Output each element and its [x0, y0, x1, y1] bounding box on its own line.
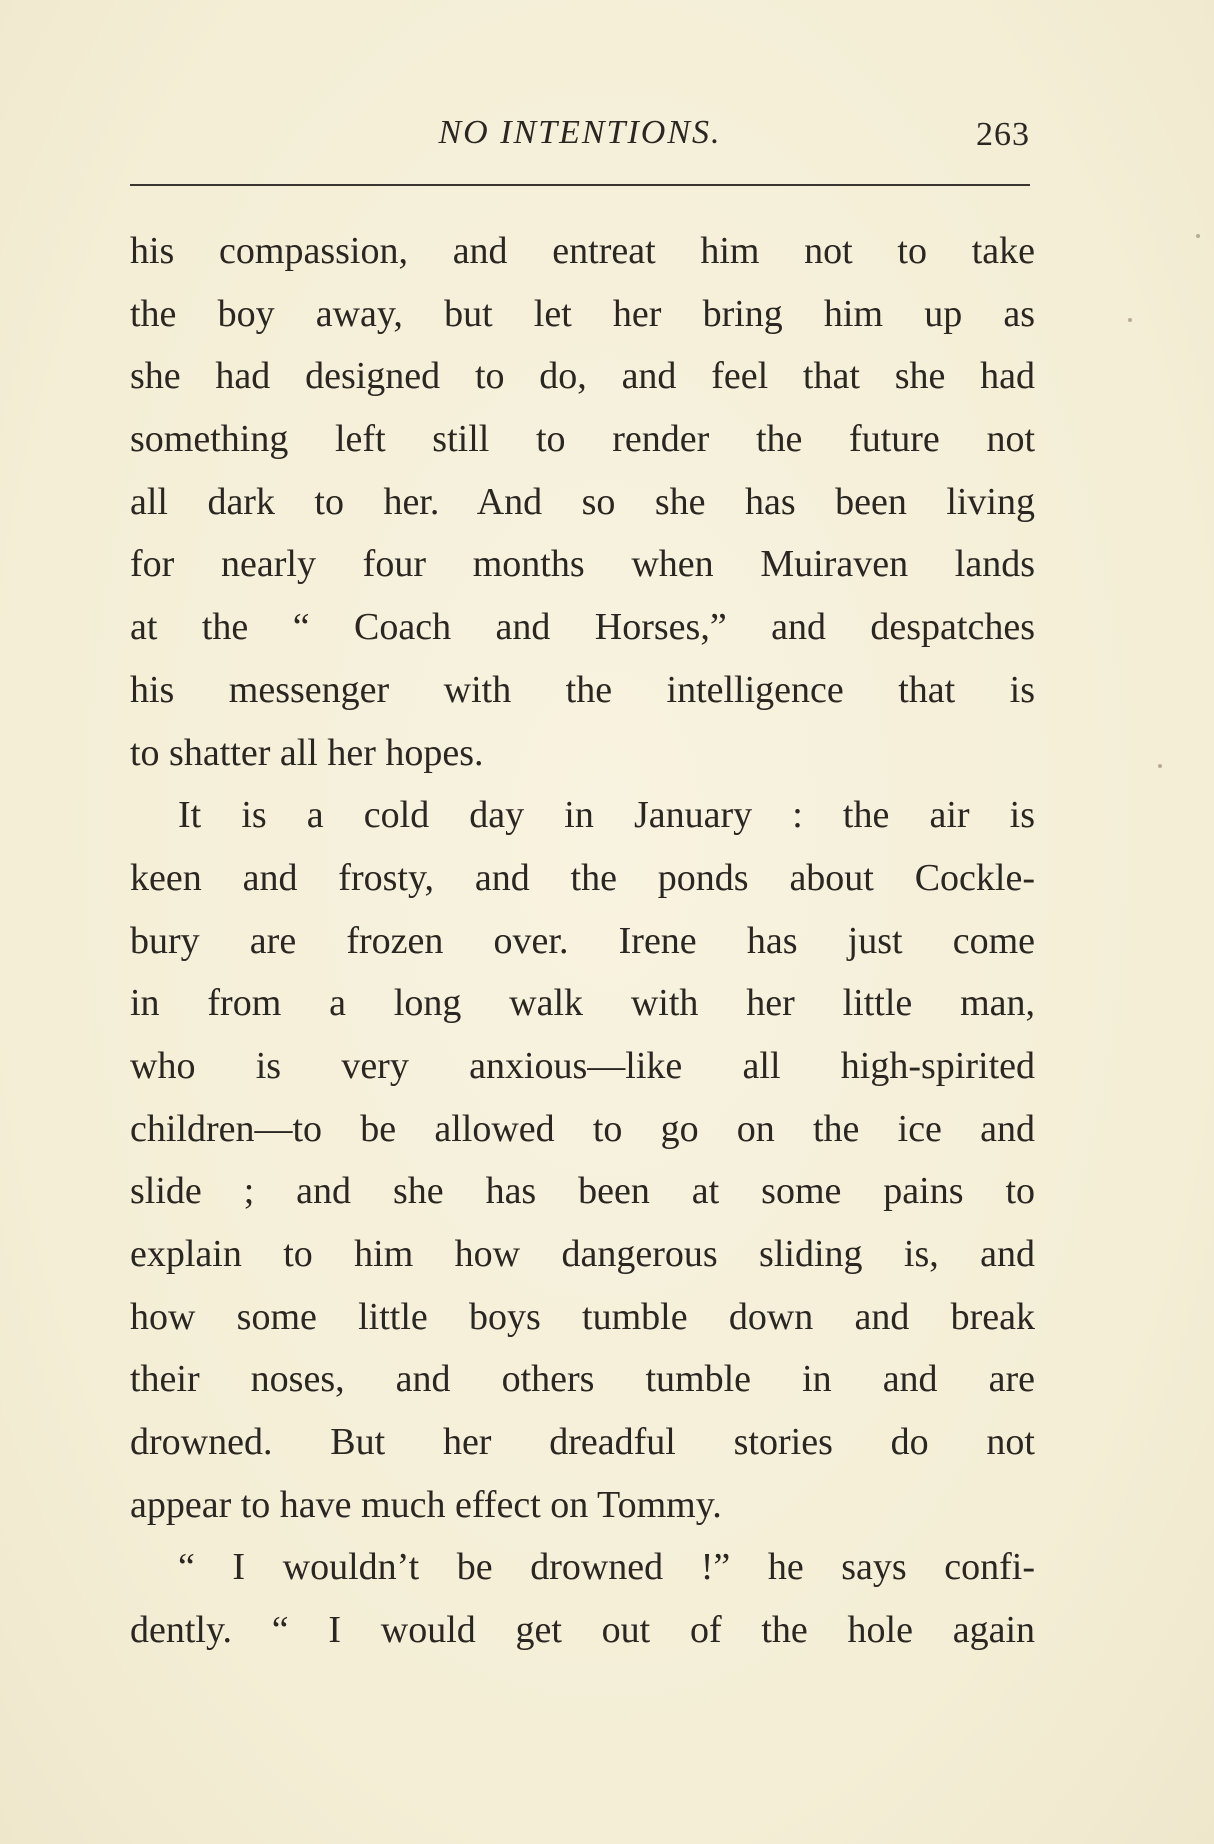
paper-speck — [1158, 764, 1162, 768]
text-line: who is very anxious—like all high-spirited — [130, 1044, 1035, 1087]
text-line: something left still to render the future not — [130, 418, 1035, 461]
text-line: slide ; and she has been at some pains to — [130, 1170, 1035, 1213]
text-line: for nearly four months when Muiraven lands — [130, 543, 1035, 586]
text-line: in from a long walk with her little man, — [130, 982, 1035, 1025]
paragraph-start-line: It is a cold day in January : the air is — [178, 794, 1035, 837]
text-line: his messenger with the intelligence that is — [130, 668, 1035, 711]
text-line: appear to have much effect on Tommy. — [130, 1483, 722, 1526]
page-number: 263 — [976, 116, 1030, 153]
text-line: at the “ Coach and Horses,” and despatches — [130, 606, 1035, 649]
running-head — [130, 110, 1030, 158]
header-rule — [130, 184, 1030, 186]
text-line: the boy away, but let her bring him up as — [130, 292, 1035, 335]
text-line: children—to be allowed to go on the ice and — [130, 1107, 1035, 1150]
paper-speck — [1196, 234, 1200, 238]
text-line: drowned. But her dreadful stories do not — [130, 1421, 1035, 1464]
text-line: to shatter all her hopes. — [130, 731, 484, 774]
text-line: dently. “ I would get out of the hole again — [130, 1609, 1035, 1652]
paragraph-start-line: “ I wouldn’t be drowned !” he says confi- — [178, 1546, 1035, 1589]
text-line: his compassion, and entreat him not to take — [130, 230, 1035, 272]
text-line: keen and frosty, and the ponds about Cockle- — [130, 856, 1035, 899]
text-line: all dark to her. And so she has been living — [130, 480, 1035, 523]
running-head-title: NO INTENTIONS. — [438, 114, 722, 151]
paper-speck — [1128, 318, 1132, 322]
text-line: how some little boys tumble down and break — [130, 1295, 1035, 1338]
body-text — [130, 220, 1035, 1662]
text-line: explain to him how dangerous sliding is, and — [130, 1233, 1035, 1275]
text-line: their noses, and others tumble in and are — [130, 1358, 1035, 1401]
text-line: bury are frozen over. Irene has just come — [130, 919, 1035, 962]
text-line: she had designed to do, and feel that she had — [130, 355, 1035, 398]
